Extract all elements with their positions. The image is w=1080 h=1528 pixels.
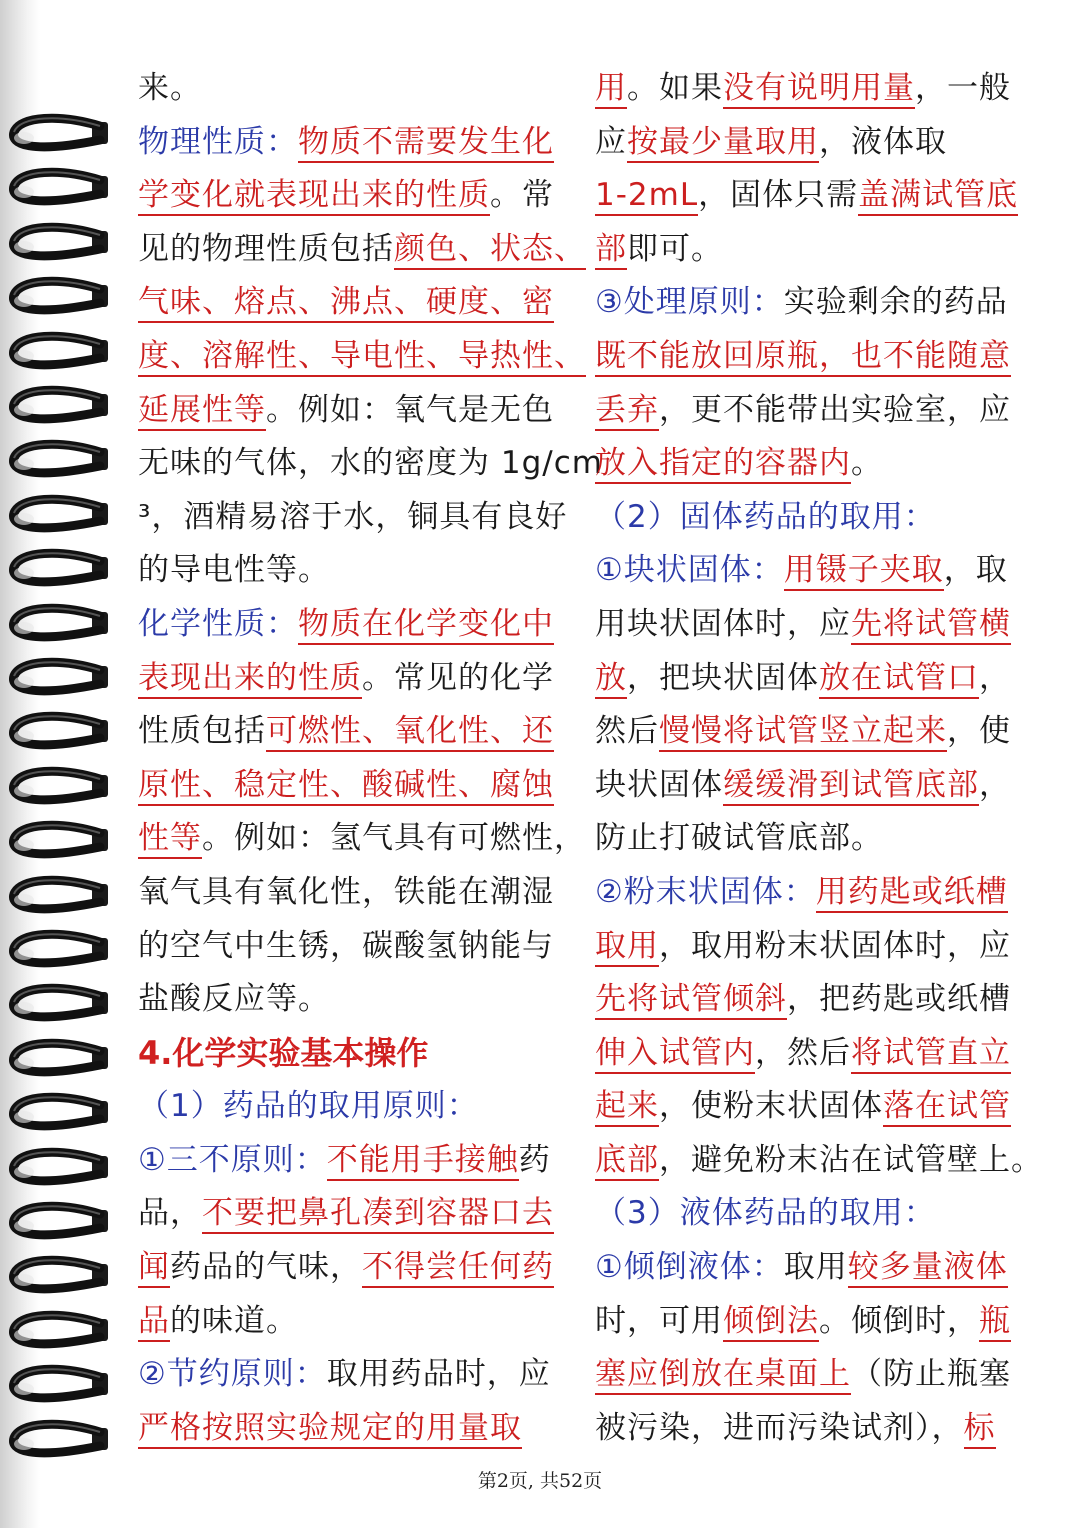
highlighted-text: 学变化就表现出来的性质 xyxy=(138,177,490,216)
highlighted-text: 瓶 xyxy=(979,1303,1011,1342)
text-line xyxy=(595,544,1035,598)
text-line xyxy=(595,169,1035,223)
body-text: 的导电性等。 xyxy=(138,552,330,589)
text-line xyxy=(595,1080,1035,1134)
highlighted-text: 取用 xyxy=(595,928,659,967)
section-heading: 物理性质： xyxy=(138,123,298,160)
body-text: 。例如：氧气是无色 xyxy=(266,391,554,428)
highlighted-text: 塞应倒放在桌面上 xyxy=(595,1356,851,1395)
body-text: ，然后 xyxy=(755,1034,851,1071)
highlighted-text: 较多量液体 xyxy=(848,1249,1008,1288)
section-heading: （2）固体药品的取用： xyxy=(595,498,936,535)
body-text: ，把药匙或纸槽 xyxy=(787,981,1011,1018)
text-line xyxy=(595,920,1035,974)
text-line xyxy=(595,1134,1043,1188)
text-line xyxy=(595,652,1035,706)
right-column xyxy=(595,62,1043,1455)
text-line xyxy=(595,276,1035,330)
body-text: 。例如：氢气具有可燃性， xyxy=(202,820,586,857)
highlighted-text: 标 xyxy=(964,1410,996,1449)
text-line xyxy=(138,705,576,759)
body-text: 的味道。 xyxy=(170,1302,298,1339)
highlighted-text: 不要把鼻孔凑到容器口去 xyxy=(202,1195,554,1234)
text-line xyxy=(138,1348,576,1402)
body-text: 药 xyxy=(518,1141,551,1178)
body-text: 性质包括 xyxy=(138,713,266,750)
section-heading: ③处理原则： xyxy=(595,284,784,321)
highlighted-text: 没有说明用量 xyxy=(723,70,915,109)
highlighted-text: 既不能放回原瓶，也不能随意 xyxy=(595,338,1011,377)
section-heading: ①块状固体： xyxy=(595,552,784,589)
highlighted-text: 先将试管倾斜 xyxy=(595,981,787,1020)
body-text: ，使 xyxy=(947,713,1011,750)
text-line xyxy=(595,1241,1035,1295)
body-text: ， xyxy=(979,766,1011,803)
highlighted-text: 用药匙或纸槽 xyxy=(816,874,1008,913)
text-line xyxy=(138,223,586,277)
body-text: 应 xyxy=(595,123,627,160)
section-heading: ①倾倒液体： xyxy=(595,1249,784,1286)
highlighted-text: 严格按照实验规定的用量取 xyxy=(138,1410,522,1449)
body-text: （防止瓶塞 xyxy=(851,1356,1011,1393)
text-line xyxy=(138,544,576,598)
text-line xyxy=(138,1402,576,1456)
body-text: 来。 xyxy=(138,70,202,106)
highlighted-text: 物质不需要发生化 xyxy=(298,124,554,163)
text-line xyxy=(138,598,576,652)
text-line xyxy=(595,116,1035,170)
highlighted-text: 不能用手接触 xyxy=(327,1142,519,1181)
body-text: 块状固体 xyxy=(595,766,723,803)
body-text: ，把块状固体 xyxy=(627,659,819,696)
highlighted-text: 按最少量取用 xyxy=(627,124,819,163)
body-text: ，更不能带出实验室，应 xyxy=(659,391,1011,428)
body-text: 。如果 xyxy=(627,70,723,106)
text-line xyxy=(138,276,576,330)
highlighted-text: 放在试管口 xyxy=(819,660,979,699)
text-line xyxy=(595,1187,1035,1241)
highlighted-text: 可燃性、氧化性、还 xyxy=(266,713,554,752)
text-line xyxy=(138,1295,576,1349)
highlighted-text: 用镊子夹取 xyxy=(784,552,944,591)
highlighted-text: 品 xyxy=(138,1303,170,1342)
body-text: ，取 xyxy=(943,552,1008,589)
highlighted-text: 盖满试管底 xyxy=(858,177,1018,216)
text-line xyxy=(138,62,576,116)
body-text: 。倾倒时， xyxy=(819,1302,979,1339)
body-text: 见的物理性质包括 xyxy=(138,230,394,267)
body-text: ，一般 xyxy=(915,70,1011,106)
text-line xyxy=(138,1241,576,1295)
body-text: 防止打破试管底部。 xyxy=(595,820,883,857)
highlighted-text: 将试管直立 xyxy=(851,1035,1011,1074)
text-line xyxy=(595,705,1035,759)
text-line xyxy=(595,1027,1035,1081)
body-text: 盐酸反应等。 xyxy=(138,981,330,1018)
text-line xyxy=(595,223,1035,277)
body-text: 用块状固体时，应 xyxy=(595,605,851,642)
body-text: 实验剩余的药品 xyxy=(783,284,1008,321)
highlighted-text: 部 xyxy=(595,231,627,270)
left-column xyxy=(138,62,603,1455)
highlighted-text: 表现出来的性质 xyxy=(138,660,362,699)
body-text: 的空气中生锈，碳酸氢钠能与 xyxy=(138,927,554,964)
body-text: 取用药品时，应 xyxy=(326,1356,551,1393)
text-line xyxy=(595,598,1035,652)
text-line xyxy=(595,759,1035,813)
text-line xyxy=(595,330,1035,384)
text-line xyxy=(595,1402,1035,1456)
text-line xyxy=(138,116,576,170)
text-line xyxy=(138,1080,576,1134)
text-line xyxy=(595,1348,1035,1402)
text-line xyxy=(138,1187,576,1241)
text-line xyxy=(138,759,576,813)
section-heading: ②节约原则： xyxy=(138,1356,327,1393)
body-text: ，取用粉末状固体时，应 xyxy=(659,927,1011,964)
text-line xyxy=(595,866,1035,920)
highlighted-text: 倾倒法 xyxy=(723,1303,819,1342)
section-heading: ①三不原则： xyxy=(138,1141,327,1178)
text-line xyxy=(138,491,576,545)
text-line xyxy=(595,384,1035,438)
highlighted-text: 度、溶解性、导电性、导热性、 xyxy=(138,338,586,377)
body-text: 被污染，进而污染试剂）， xyxy=(595,1409,964,1446)
text-line xyxy=(138,437,603,491)
body-text: 然后 xyxy=(595,713,659,750)
body-text: 时，可用 xyxy=(595,1302,723,1339)
text-line xyxy=(595,812,1035,866)
highlighted-text: 闻 xyxy=(138,1249,170,1288)
section-heading: （3）液体药品的取用： xyxy=(595,1195,936,1232)
section-heading: 化学性质： xyxy=(138,605,298,642)
spiral-binding xyxy=(0,0,130,1528)
text-line xyxy=(138,866,576,920)
body-text: 品， xyxy=(138,1195,202,1232)
text-line xyxy=(138,973,576,1027)
highlighted-text: 颜色、状态、 xyxy=(394,231,586,270)
text-line xyxy=(595,491,1035,545)
text-line xyxy=(138,652,576,706)
page-number: 第2页, 共52页 xyxy=(477,1470,603,1492)
highlighted-text: 起来 xyxy=(595,1088,659,1127)
text-line xyxy=(595,437,1035,491)
body-text: 。常见的化学 xyxy=(362,659,554,696)
text-line xyxy=(138,330,586,384)
highlighted-text: 落在试管 xyxy=(883,1088,1011,1127)
highlighted-text: 放 xyxy=(595,660,627,699)
chapter-heading: 4.化学实验基本操作 xyxy=(138,1033,429,1072)
highlighted-text: 1-2mL xyxy=(595,177,698,216)
highlighted-text: 丢弃 xyxy=(595,392,659,431)
text-line xyxy=(595,973,1035,1027)
highlighted-text: 物质在化学变化中 xyxy=(298,606,554,645)
highlighted-text: 原性、稳定性、酸碱性、腐蚀 xyxy=(138,767,554,806)
highlighted-text: 不得尝任何药 xyxy=(362,1249,554,1288)
section-heading: ②粉末状固体： xyxy=(595,873,816,910)
highlighted-text: 放入指定的容器内 xyxy=(595,445,851,484)
body-text: 即可。 xyxy=(627,230,723,267)
highlighted-text: 先将试管横 xyxy=(851,606,1011,645)
body-text: 。 xyxy=(851,445,883,482)
body-text: 药品的气味， xyxy=(170,1249,362,1286)
text-line xyxy=(138,812,586,866)
body-text: ³，酒精易溶于水，铜具有良好 xyxy=(138,498,568,535)
body-text: 无味的气体，水的密度为 1g/cm xyxy=(138,445,603,482)
body-text: 取用 xyxy=(783,1249,848,1286)
body-text: ，液体取 xyxy=(819,123,947,160)
highlighted-text: 用 xyxy=(595,70,627,109)
highlighted-text: 延展性等 xyxy=(138,392,266,431)
highlighted-text: 底部 xyxy=(595,1142,659,1181)
highlighted-text: 性等 xyxy=(138,820,202,859)
highlighted-text: 气味、熔点、沸点、硬度、密 xyxy=(138,284,554,323)
text-line xyxy=(138,1134,576,1188)
body-text: 。常 xyxy=(490,177,554,214)
body-text: 氧气具有氧化性，铁能在潮湿 xyxy=(138,873,554,910)
highlighted-text: 伸入试管内 xyxy=(595,1035,755,1074)
body-text: ，使粉末状固体 xyxy=(659,1088,883,1125)
highlighted-text: 慢慢将试管竖立起来 xyxy=(659,713,947,752)
body-text: ，避免粉末沾在试管壁上。 xyxy=(659,1141,1043,1178)
body-text: ， xyxy=(979,659,1011,696)
body-text: ，固体只需 xyxy=(698,177,859,214)
text-line xyxy=(595,1295,1035,1349)
highlighted-text: 缓缓滑到试管底部 xyxy=(723,767,979,806)
text-line xyxy=(138,920,576,974)
section-heading: （1）药品的取用原则： xyxy=(138,1088,479,1125)
text-line xyxy=(138,1027,576,1081)
text-line xyxy=(138,169,576,223)
text-line xyxy=(138,384,576,438)
text-line xyxy=(595,62,1035,116)
